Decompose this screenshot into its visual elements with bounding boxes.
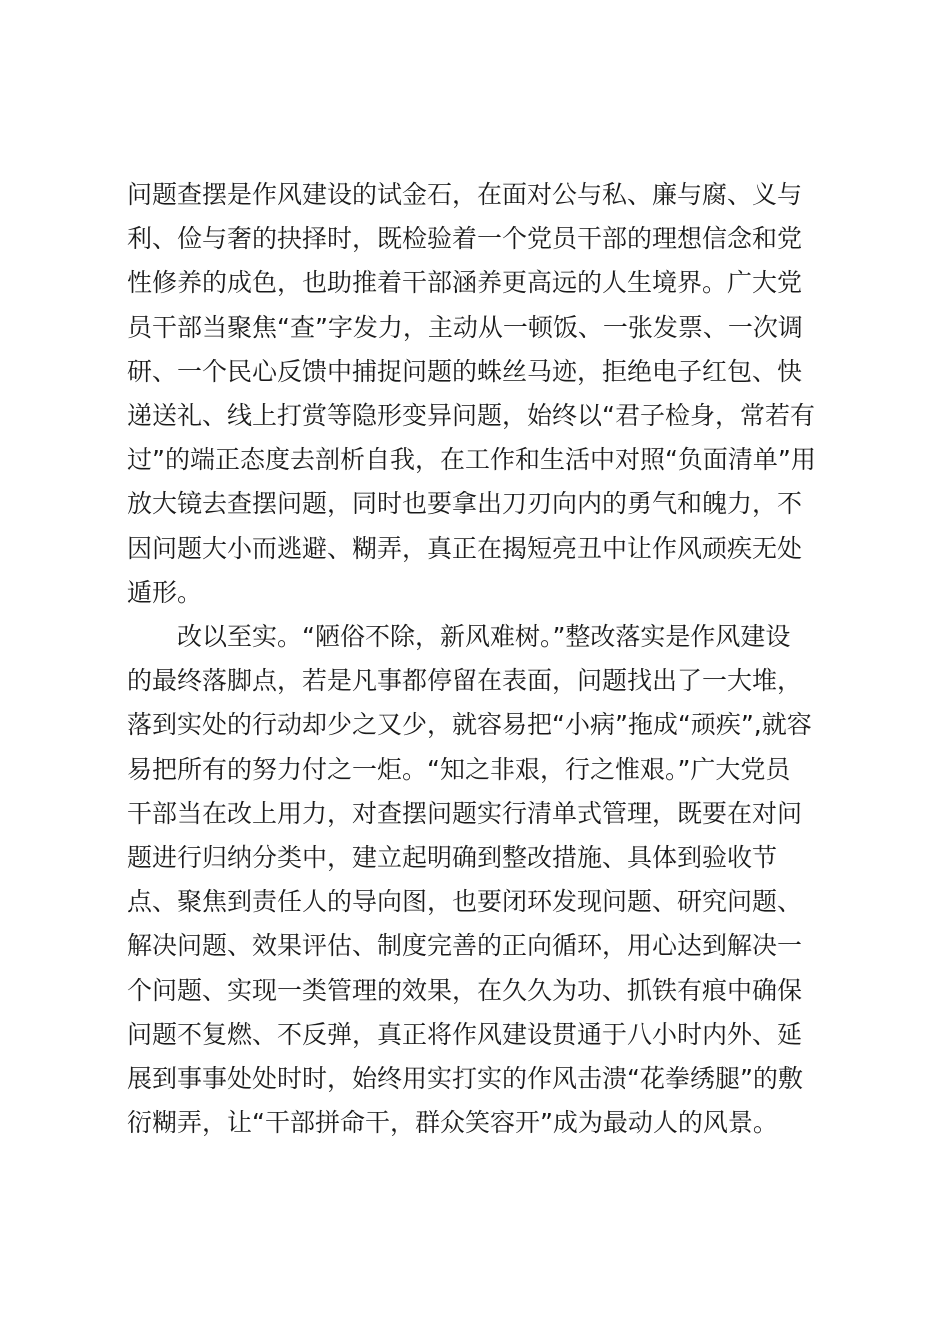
paragraph-line: 员干部当聚焦“查”字发力，主动从一顿饭、一张发票、一次调 — [127, 312, 803, 342]
paragraph-line: 干部当在改上用力，对查摆问题实行清单式管理，既要在对问 — [127, 798, 803, 828]
paragraph-line: 遁形。 — [127, 577, 203, 607]
paragraph-line: 题进行归纳分类中，建立起明确到整改措施、具体到验收节 — [127, 842, 778, 872]
paragraph-line: 问题不复燃、不反弹，真正将作风建设贯通于八小时内外、延 — [127, 1019, 803, 1049]
paragraph-line: 个问题、实现一类管理的效果，在久久为功、抓铁有痕中确保 — [127, 975, 803, 1005]
paragraph-line: 展到事事处处时时，始终用实打实的作风击溃“花拳绣腿”的敷 — [127, 1063, 803, 1093]
paragraph-line: 研、一个民心反馈中捕捉问题的蛛丝马迹，拒绝电子红包、快 — [127, 356, 803, 386]
paragraph-line: 问题查摆是作风建设的试金石，在面对公与私、廉与腐、义与 — [127, 180, 803, 209]
paragraph-line: 的最终落脚点，若是凡事都停留在表面，问题找出了一大堆， — [127, 666, 803, 696]
paragraph-line: 改以至实。“陋俗不除，新风难树。”整改落实是作风建设 — [177, 622, 791, 651]
paragraph-line: 放大镜去查摆问题，同时也要拿出刀刃向内的勇气和魄力，不 — [127, 489, 803, 519]
paragraph-line: 衍糊弄，让“干部拼命干，群众笑容开”成为最动人的风景。 — [127, 1108, 778, 1138]
paragraph-line: 解决问题、效果评估、制度完善的正向循环，用心达到解决一 — [127, 931, 803, 961]
paragraph-line: 点、聚焦到责任人的导向图，也要闭环发现问题、研究问题、 — [127, 887, 803, 917]
paragraph-line: 因问题大小而逃避、糊弄，真正在揭短亮丑中让作风顽疾无处 — [127, 533, 803, 563]
paragraph-line: 递送礼、线上打赏等隐形变异问题，始终以“君子检身，常若有 — [127, 400, 815, 430]
paragraph-line: 落到实处的行动却少之又少，就容易把“小病”拖成“顽疾”,就容 — [127, 710, 812, 740]
paragraph-line: 性修养的成色，也助推着干部涵养更高远的人生境界。广大党 — [127, 268, 803, 298]
paragraph-line: 易把所有的努力付之一炬。“知之非艰，行之惟艰。”广大党员 — [127, 754, 791, 784]
paragraph-rectification — [127, 615, 832, 1145]
paragraph-line: 利、俭与奢的抉择时，既检验着一个党员干部的理想信念和党 — [127, 224, 803, 254]
paragraph-line: 过”的端正态度去剖析自我，在工作和生活中对照“负面清单”用 — [127, 445, 816, 475]
paragraph-problem-inspection — [127, 173, 832, 615]
